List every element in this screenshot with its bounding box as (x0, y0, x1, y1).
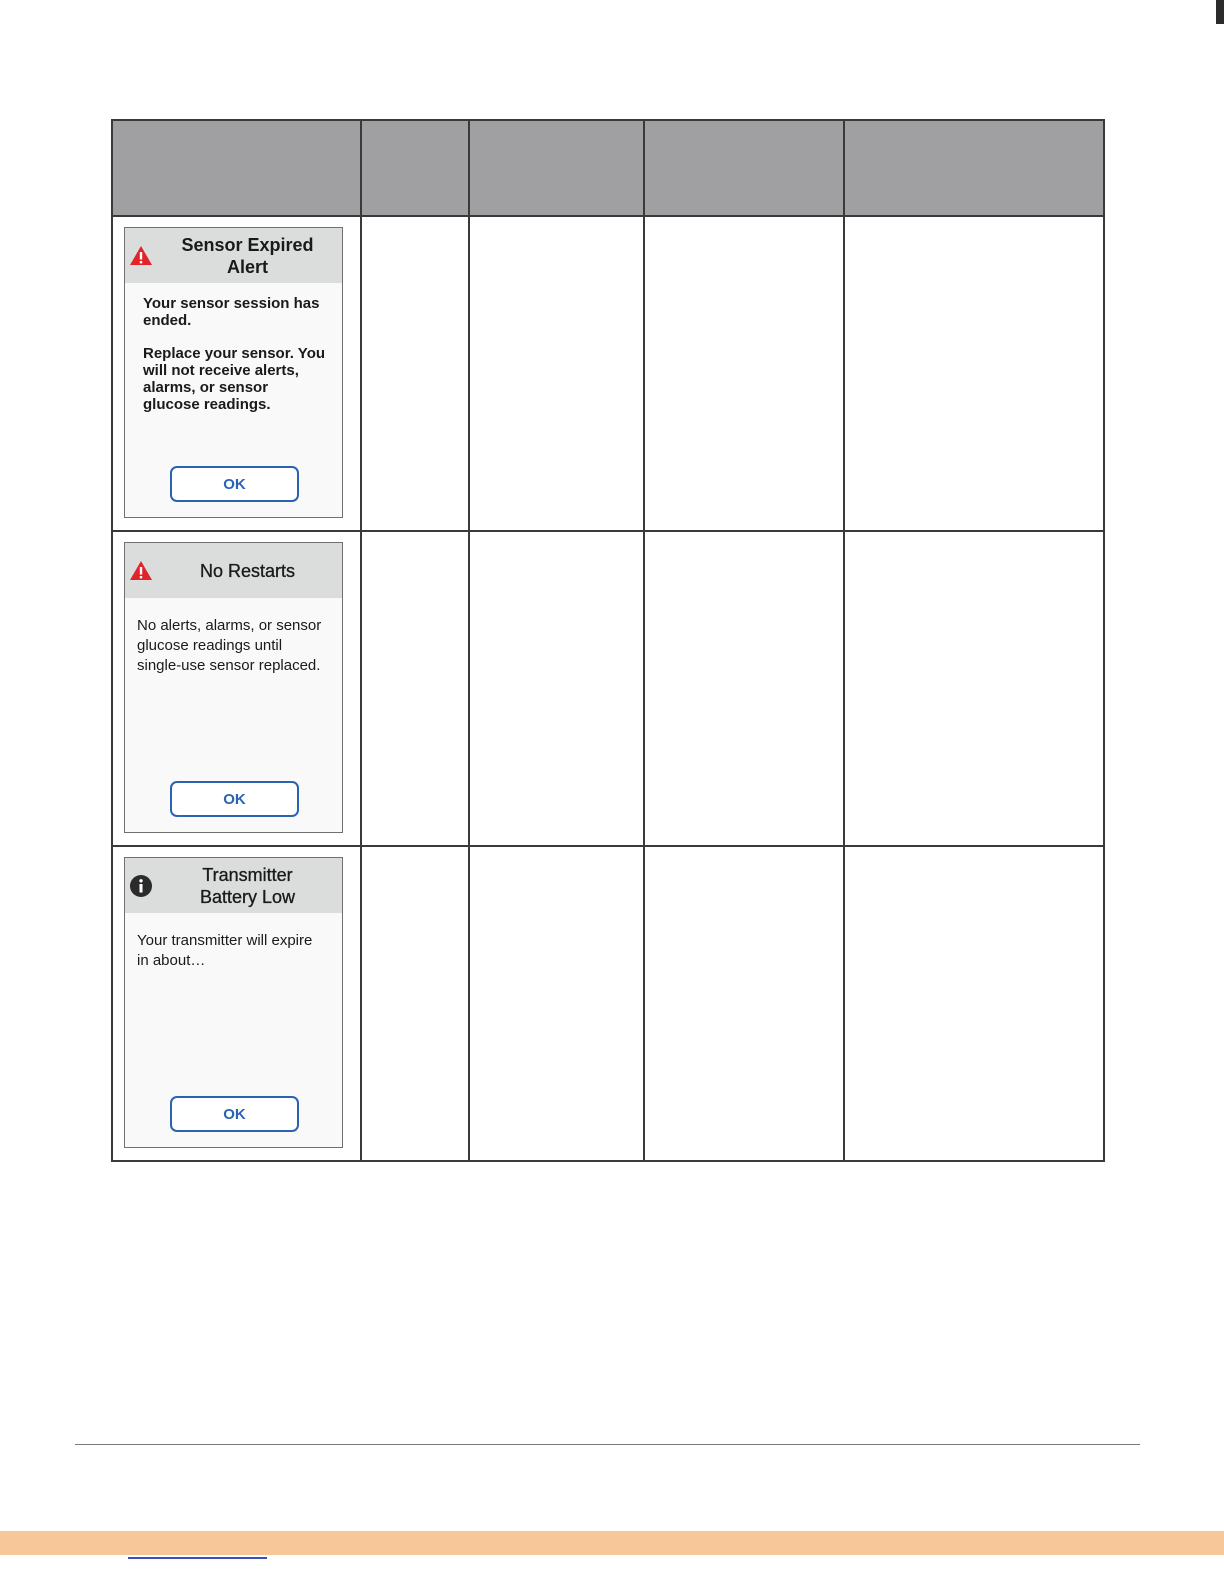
table-row (112, 216, 1104, 531)
footer-link-underline[interactable] (128, 1557, 267, 1559)
screen-title: Transmitter Battery Low (199, 864, 296, 907)
table-row (112, 846, 1104, 1161)
table-cell (361, 531, 469, 846)
table-cell (644, 846, 844, 1161)
header-cell-2 (361, 120, 469, 216)
screen-header (125, 858, 342, 913)
info-circle-icon (129, 874, 153, 898)
table-cell (844, 846, 1104, 1161)
screen-message (125, 598, 342, 676)
table-cell (644, 216, 844, 531)
screen-cell (112, 216, 361, 531)
message-paragraph: Your sensor session has ended. (143, 295, 320, 329)
footer-divider (75, 1444, 1140, 1445)
screen-title: No Restarts (199, 560, 296, 581)
ok-button[interactable]: OK (170, 1096, 299, 1132)
warning-triangle-icon (129, 244, 153, 268)
message-paragraph: No alerts, alarms, or sensor glucose readings until single-use sensor replaced. (137, 617, 322, 674)
header-cell-3 (469, 120, 644, 216)
table-cell (469, 846, 644, 1161)
page-edge-mark (1216, 0, 1224, 24)
ok-button[interactable]: OK (170, 781, 299, 817)
ok-button[interactable]: OK (170, 466, 299, 502)
table-cell (844, 216, 1104, 531)
table-header-row (112, 120, 1104, 216)
table-cell (844, 531, 1104, 846)
warning-triangle-icon (129, 559, 153, 583)
screen-cell (112, 531, 361, 846)
screen-message (125, 283, 342, 413)
screen-message (125, 913, 342, 971)
table-cell (469, 531, 644, 846)
message-paragraph: Replace your sensor. You will not receive alerts, alarms, or sensor glucose readings. (143, 345, 326, 413)
transmitter-battery-low-screen (124, 857, 343, 1148)
screen-cell (112, 846, 361, 1161)
screen-header (125, 228, 342, 283)
table-row (112, 531, 1104, 846)
screen-title: Sensor Expired Alert (181, 234, 314, 277)
alert-reference-table (111, 119, 1105, 1162)
message-paragraph: Your transmitter will expire in about… (137, 932, 313, 969)
table-cell (644, 531, 844, 846)
no-restarts-screen (124, 542, 343, 833)
header-cell-screen (112, 120, 361, 216)
sensor-expired-alert-screen (124, 227, 343, 518)
table-cell (361, 846, 469, 1161)
header-cell-4 (644, 120, 844, 216)
header-cell-5 (844, 120, 1104, 216)
table-cell (361, 216, 469, 531)
screen-header (125, 543, 342, 598)
footer-color-band (0, 1531, 1224, 1555)
table-cell (469, 216, 644, 531)
